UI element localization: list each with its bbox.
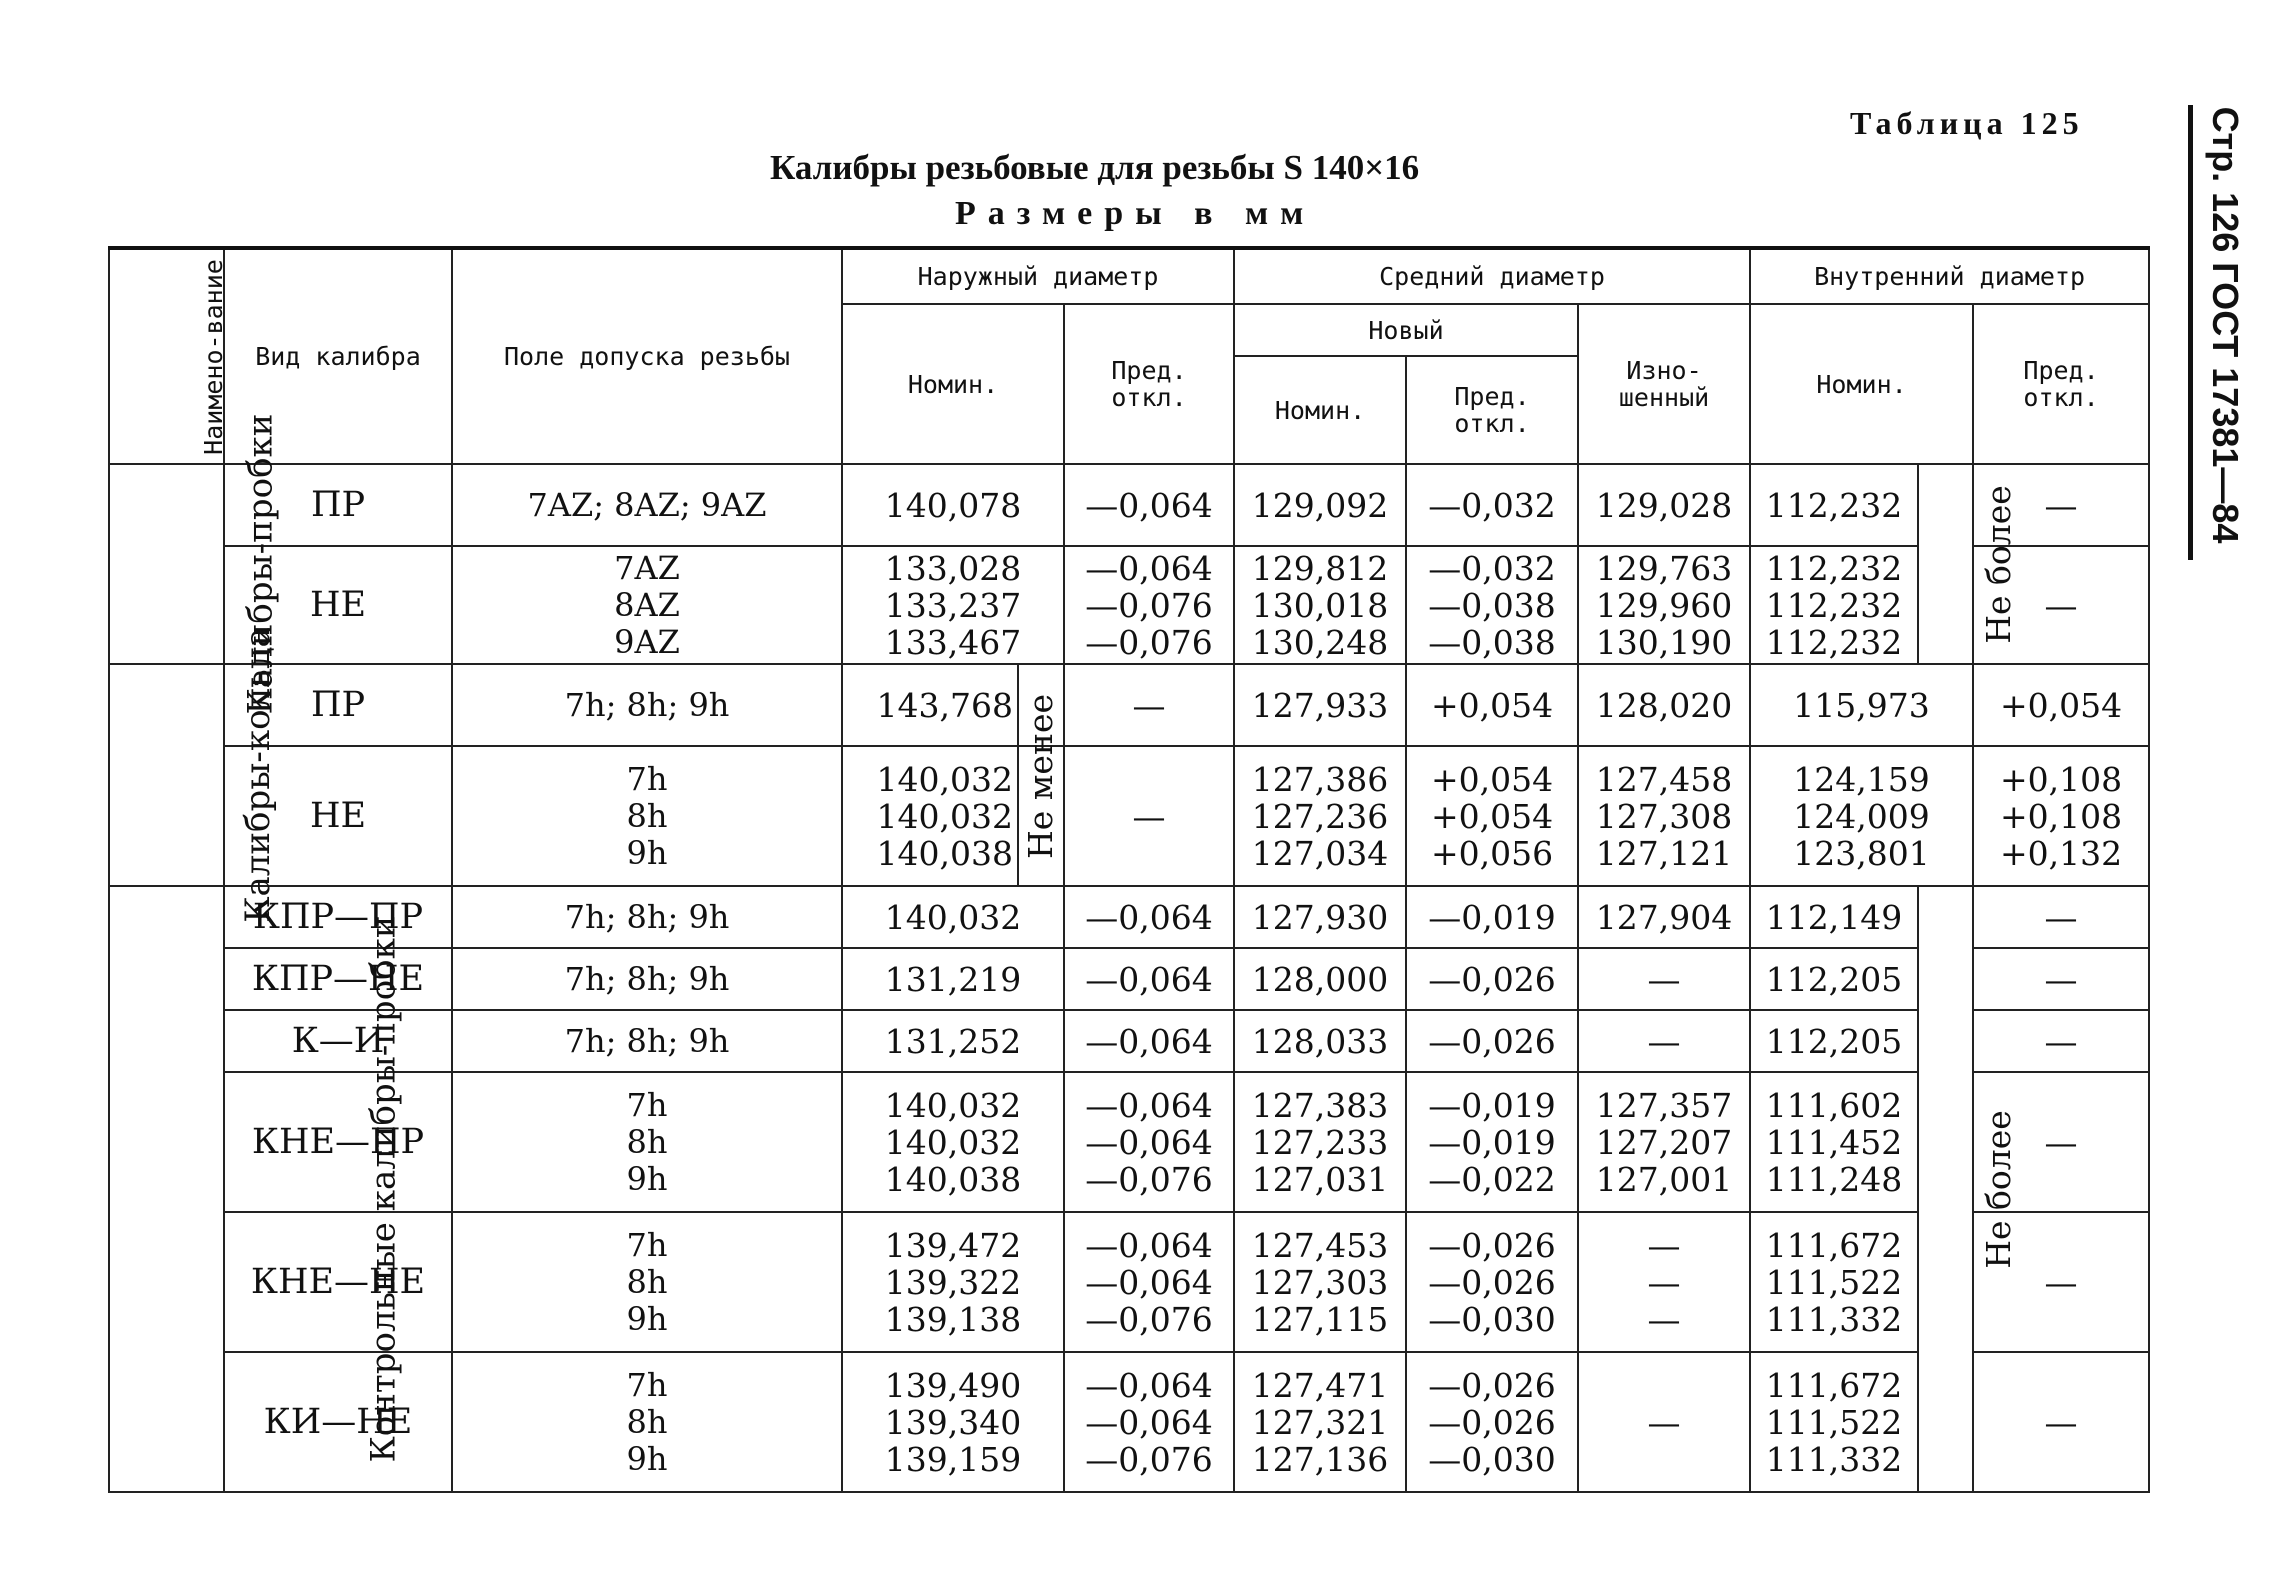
inner-deviation-header: Пред. откл.: [1973, 304, 2149, 464]
table-row: [109, 464, 2149, 546]
outer-deviation: —0,064 —0,076 —0,076: [1064, 546, 1234, 664]
mean-nominal-header: Номин.: [1234, 356, 1406, 464]
tolerance-field: 7h 8h 9h: [452, 1212, 842, 1352]
gauge-kind: К—И: [224, 1010, 452, 1072]
table-row: [109, 948, 2149, 1010]
tolerance-field: 7h; 8h; 9h: [452, 886, 842, 948]
table-row: [109, 886, 2149, 948]
inner-deviation: —: [1973, 1352, 2149, 1492]
outer-deviation: —: [1064, 746, 1234, 886]
col-tolerance-header: Поле допуска резьбы: [452, 248, 842, 464]
outer-deviation-header: Пред. откл.: [1064, 304, 1234, 464]
gauge-kind: ПР: [224, 664, 452, 746]
side-reference: Стр. 126 ГОСТ 17381—84: [2205, 106, 2246, 544]
gauge-kind: КПР—НЕ: [224, 948, 452, 1010]
mean-deviation: +0,054 +0,054 +0,056: [1406, 746, 1578, 886]
table-row: [109, 1072, 2149, 1212]
inner-nominal: 115,973: [1750, 664, 1973, 746]
mean-worn: —: [1578, 1010, 1750, 1072]
inner-diameter-header: Внутренний диаметр: [1750, 248, 2149, 304]
outer-diameter-header: Наружный диаметр: [842, 248, 1234, 304]
inner-deviation: —: [1973, 1072, 2149, 1212]
inner-deviation: —: [1973, 1010, 2149, 1072]
table-row: [109, 1212, 2149, 1352]
mean-nominal: 127,386 127,236 127,034: [1234, 746, 1406, 886]
mean-deviation: —0,026: [1406, 948, 1578, 1010]
table-row: [109, 546, 2149, 664]
outer-nominal: 140,032: [842, 886, 1064, 948]
outer-nominal: 140,032 140,032 140,038: [842, 1072, 1064, 1212]
inner-nominal: 112,149: [1750, 886, 1918, 948]
tolerance-field: 7AZ; 8AZ; 9AZ: [452, 464, 842, 546]
table-row: [109, 1352, 2149, 1492]
table-row: [109, 746, 2149, 886]
group-label-plug: Калибры-пробки: [109, 464, 224, 664]
mean-nominal: 127,383 127,233 127,031: [1234, 1072, 1406, 1212]
mean-deviation: —0,032: [1406, 464, 1578, 546]
outer-nominal: 139,472 139,322 139,138: [842, 1212, 1064, 1352]
mean-deviation: —0,019: [1406, 886, 1578, 948]
col-kind-header: Вид калибра: [224, 248, 452, 464]
mean-nominal: 127,453 127,303 127,115: [1234, 1212, 1406, 1352]
inner-deviation: +0,108 +0,108 +0,132: [1973, 746, 2149, 886]
note-not-more: Не более: [1918, 886, 1973, 1492]
inner-nominal-header: Номин.: [1750, 304, 1973, 464]
gauge-kind: НЕ: [224, 746, 452, 886]
page-title: Калибры резьбовые для резьбы S 140×16: [770, 148, 1420, 187]
tolerance-field: 7AZ 8AZ 9AZ: [452, 546, 842, 664]
outer-nominal: 131,252: [842, 1010, 1064, 1072]
mean-nominal: 128,033: [1234, 1010, 1406, 1072]
inner-nominal: 112,205: [1750, 1010, 1918, 1072]
outer-deviation: —: [1064, 664, 1234, 746]
mean-worn: 127,357 127,207 127,001: [1578, 1072, 1750, 1212]
inner-nominal: 112,205: [1750, 948, 1918, 1010]
mean-deviation: —0,026: [1406, 1010, 1578, 1072]
mean-nominal: 127,933: [1234, 664, 1406, 746]
group-label-ring: Калибры-кольца: [109, 664, 224, 886]
mean-deviation-header: Пред. откл.: [1406, 356, 1578, 464]
mean-worn: —: [1578, 948, 1750, 1010]
inner-nominal: 111,672 111,522 111,332: [1750, 1352, 1918, 1492]
mean-deviation: —0,026 —0,026 —0,030: [1406, 1352, 1578, 1492]
outer-deviation: —0,064: [1064, 1010, 1234, 1072]
mean-worn: 127,458 127,308 127,121: [1578, 746, 1750, 886]
side-rule: [2188, 105, 2193, 560]
inner-nominal: 111,602 111,452 111,248: [1750, 1072, 1918, 1212]
mean-nominal: 129,812 130,018 130,248: [1234, 546, 1406, 664]
mean-new-header: Новый: [1234, 304, 1578, 356]
outer-nominal: 133,028 133,237 133,467: [842, 546, 1064, 664]
mean-deviation: —0,032 —0,038 —0,038: [1406, 546, 1578, 664]
gauge-kind: НЕ: [224, 546, 452, 664]
outer-nominal: 139,490 139,340 139,159: [842, 1352, 1064, 1492]
mean-worn-header: Изно-шенный: [1578, 304, 1750, 464]
outer-deviation: —0,064: [1064, 464, 1234, 546]
inner-deviation: +0,054: [1973, 664, 2149, 746]
gauge-table: [108, 246, 2150, 1493]
gauge-kind: КИ—НЕ: [224, 1352, 452, 1492]
gauge-kind: ПР: [224, 464, 452, 546]
mean-nominal: 127,471 127,321 127,136: [1234, 1352, 1406, 1492]
outer-nominal: 140,032 140,032 140,038: [842, 746, 1064, 886]
inner-nominal: 124,159 124,009 123,801: [1750, 746, 1973, 886]
mean-worn: 129,763 129,960 130,190: [1578, 546, 1750, 664]
outer-nominal: 143,768 Не менее: [842, 664, 1064, 746]
outer-deviation: —0,064 —0,064 —0,076: [1064, 1352, 1234, 1492]
tolerance-field: 7h 8h 9h: [452, 1352, 842, 1492]
gauge-kind: КПР—ПР: [224, 886, 452, 948]
mean-nominal: 129,092: [1234, 464, 1406, 546]
mean-worn: 127,904: [1578, 886, 1750, 948]
outer-nominal: 140,078: [842, 464, 1064, 546]
tolerance-field: 7h; 8h; 9h: [452, 664, 842, 746]
col-name-header: Наимено-вание: [109, 248, 224, 464]
outer-deviation: —0,064: [1064, 948, 1234, 1010]
mean-deviation: +0,054: [1406, 664, 1578, 746]
mean-worn: 129,028: [1578, 464, 1750, 546]
gauge-kind: КНЕ—ПР: [224, 1072, 452, 1212]
outer-nominal-header: Номин.: [842, 304, 1064, 464]
tolerance-field: 7h 8h 9h: [452, 1072, 842, 1212]
inner-nominal: 112,232: [1750, 464, 1918, 546]
outer-deviation: —0,064: [1064, 886, 1234, 948]
outer-deviation: —0,064 —0,064 —0,076: [1064, 1212, 1234, 1352]
inner-nominal: 111,672 111,522 111,332: [1750, 1212, 1918, 1352]
note-not-less: Не менее: [1017, 665, 1063, 887]
inner-deviation: —: [1973, 948, 2149, 1010]
mean-worn: —: [1578, 1352, 1750, 1492]
mean-nominal: 128,000: [1234, 948, 1406, 1010]
mean-worn: 128,020: [1578, 664, 1750, 746]
page-subtitle: Размеры в мм: [955, 195, 1316, 232]
mean-deviation: —0,019 —0,019 —0,022: [1406, 1072, 1578, 1212]
inner-deviation: —: [1973, 1212, 2149, 1352]
table-number: Таблица 125: [1850, 105, 2084, 141]
outer-nominal: 131,219: [842, 948, 1064, 1010]
table-row: [109, 664, 2149, 746]
tolerance-field: 7h; 8h; 9h: [452, 1010, 842, 1072]
mean-nominal: 127,930: [1234, 886, 1406, 948]
mean-worn: — — —: [1578, 1212, 1750, 1352]
mean-diameter-header: Средний диаметр: [1234, 248, 1750, 304]
group-label-control: Контрольные калибры-пробки: [109, 886, 224, 1492]
inner-nominal: 112,232 112,232 112,232: [1750, 546, 1918, 664]
note-not-more: Не более: [1918, 464, 1973, 664]
tolerance-field: 7h; 8h; 9h: [452, 948, 842, 1010]
inner-deviation: —: [1973, 886, 2149, 948]
outer-deviation: —0,064 —0,064 —0,076: [1064, 1072, 1234, 1212]
tolerance-field: 7h 8h 9h: [452, 746, 842, 886]
mean-deviation: —0,026 —0,026 —0,030: [1406, 1212, 1578, 1352]
gauge-kind: КНЕ—НЕ: [224, 1212, 452, 1352]
inner-deviation: —: [1973, 464, 2149, 546]
table-row: [109, 1010, 2149, 1072]
inner-deviation: —: [1973, 546, 2149, 664]
